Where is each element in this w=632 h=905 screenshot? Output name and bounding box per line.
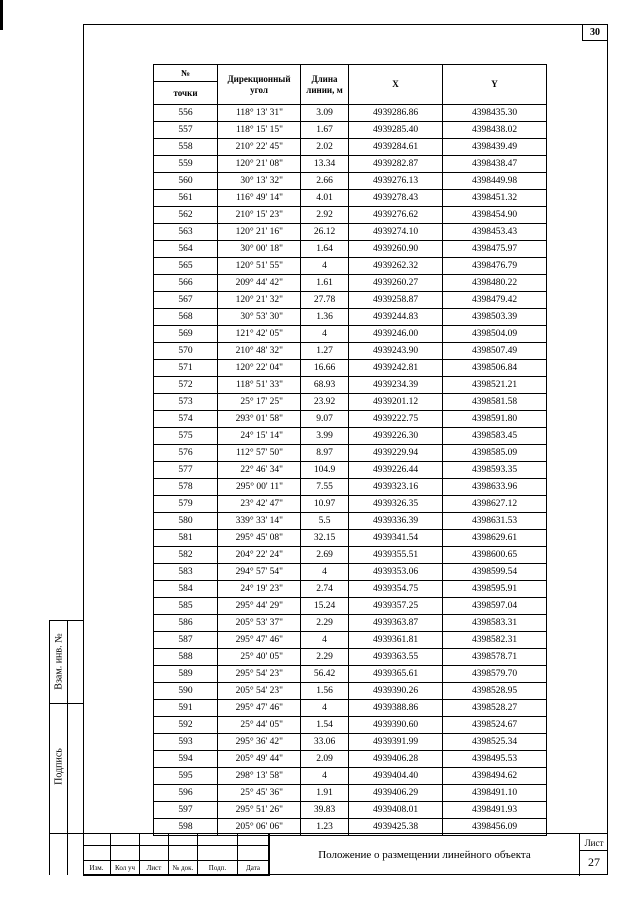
coord-x: 4939260.90 bbox=[349, 241, 443, 258]
line-length: 3.09 bbox=[301, 105, 349, 122]
point-number: 574 bbox=[154, 411, 218, 428]
point-number: 570 bbox=[154, 343, 218, 360]
line-length: 13.34 bbox=[301, 156, 349, 173]
direction-angle: 209° 44' 42" bbox=[218, 275, 301, 292]
coord-x: 4939260.27 bbox=[349, 275, 443, 292]
direction-angle: 205° 54' 23" bbox=[218, 683, 301, 700]
direction-angle: 24° 19' 23" bbox=[218, 581, 301, 598]
coord-x: 4939425.38 bbox=[349, 819, 443, 836]
direction-angle: 120° 21' 16" bbox=[218, 224, 301, 241]
line-length: 3.99 bbox=[301, 428, 349, 445]
table-row bbox=[154, 309, 547, 326]
coord-y: 4398579.70 bbox=[443, 666, 547, 683]
point-number: 579 bbox=[154, 496, 218, 513]
direction-angle: 30° 53' 30" bbox=[218, 309, 301, 326]
coord-x: 4939278.43 bbox=[349, 190, 443, 207]
coord-x: 4939363.55 bbox=[349, 649, 443, 666]
coord-y: 4398491.10 bbox=[443, 785, 547, 802]
direction-angle: 295° 51' 26" bbox=[218, 802, 301, 819]
direction-angle: 295° 54' 23" bbox=[218, 666, 301, 683]
coord-x: 4939284.61 bbox=[349, 139, 443, 156]
point-number: 589 bbox=[154, 666, 218, 683]
coord-x: 4939326.35 bbox=[349, 496, 443, 513]
coord-y: 4398578.71 bbox=[443, 649, 547, 666]
coord-x: 4939262.32 bbox=[349, 258, 443, 275]
direction-angle: 30° 13' 32" bbox=[218, 173, 301, 190]
line-length: 104.9 bbox=[301, 462, 349, 479]
table-row bbox=[154, 496, 547, 513]
line-length: 32.15 bbox=[301, 530, 349, 547]
coord-y: 4398627.12 bbox=[443, 496, 547, 513]
point-number: 596 bbox=[154, 785, 218, 802]
point-number: 581 bbox=[154, 530, 218, 547]
coord-x: 4939222.75 bbox=[349, 411, 443, 428]
direction-angle: 210° 48' 32" bbox=[218, 343, 301, 360]
direction-angle: 295° 45' 08" bbox=[218, 530, 301, 547]
table-row bbox=[154, 751, 547, 768]
coord-x: 4939286.86 bbox=[349, 105, 443, 122]
direction-angle: 23° 42' 47" bbox=[218, 496, 301, 513]
direction-angle: 205° 06' 06" bbox=[218, 819, 301, 836]
coord-x: 4939229.94 bbox=[349, 445, 443, 462]
line-length: 68.93 bbox=[301, 377, 349, 394]
coord-y: 4398495.53 bbox=[443, 751, 547, 768]
coord-x: 4939341.54 bbox=[349, 530, 443, 547]
table-row bbox=[154, 734, 547, 751]
point-number: 561 bbox=[154, 190, 218, 207]
table-row bbox=[154, 105, 547, 122]
coord-y: 4398454.90 bbox=[443, 207, 547, 224]
coord-x: 4939234.39 bbox=[349, 377, 443, 394]
binding-mark bbox=[0, 0, 3, 30]
coord-y: 4398451.32 bbox=[443, 190, 547, 207]
coord-y: 4398629.61 bbox=[443, 530, 547, 547]
coord-y: 4398494.62 bbox=[443, 768, 547, 785]
label-podp: Подп. bbox=[198, 861, 238, 876]
direction-angle: 25° 44' 05" bbox=[218, 717, 301, 734]
table-row bbox=[154, 258, 547, 275]
vzam-inv-label: Взам. инв. № bbox=[53, 633, 65, 690]
table-row bbox=[154, 139, 547, 156]
point-number: 575 bbox=[154, 428, 218, 445]
coord-y: 4398583.45 bbox=[443, 428, 547, 445]
coord-x: 4939357.25 bbox=[349, 598, 443, 615]
table-row bbox=[154, 462, 547, 479]
coord-x: 4939406.28 bbox=[349, 751, 443, 768]
direction-angle: 295° 44' 29" bbox=[218, 598, 301, 615]
direction-angle: 25° 45' 36" bbox=[218, 785, 301, 802]
table-body bbox=[154, 105, 547, 836]
document-title: Положение о размещении линейного объекта bbox=[269, 834, 579, 876]
line-length: 7.55 bbox=[301, 479, 349, 496]
header-length: Длина линии, м bbox=[301, 65, 349, 105]
direction-angle: 120° 51' 55" bbox=[218, 258, 301, 275]
coord-x: 4939406.29 bbox=[349, 785, 443, 802]
direction-angle: 30° 00' 18" bbox=[218, 241, 301, 258]
table-row bbox=[154, 666, 547, 683]
point-number: 571 bbox=[154, 360, 218, 377]
line-length: 1.91 bbox=[301, 785, 349, 802]
line-length: 1.36 bbox=[301, 309, 349, 326]
coord-y: 4398438.47 bbox=[443, 156, 547, 173]
point-number: 587 bbox=[154, 632, 218, 649]
coord-y: 4398593.35 bbox=[443, 462, 547, 479]
coord-y: 4398480.22 bbox=[443, 275, 547, 292]
line-length: 15.24 bbox=[301, 598, 349, 615]
coord-y: 4398595.91 bbox=[443, 581, 547, 598]
label-no-dok: № док. bbox=[169, 861, 198, 876]
direction-angle: 25° 40' 05" bbox=[218, 649, 301, 666]
label-data: Дата bbox=[238, 861, 269, 876]
direction-angle: 121° 42' 05" bbox=[218, 326, 301, 343]
line-length: 1.67 bbox=[301, 122, 349, 139]
point-number: 572 bbox=[154, 377, 218, 394]
coord-y: 4398507.49 bbox=[443, 343, 547, 360]
table-row bbox=[154, 649, 547, 666]
point-number: 582 bbox=[154, 547, 218, 564]
coord-y: 4398506.84 bbox=[443, 360, 547, 377]
approval-sidebar bbox=[49, 620, 83, 875]
table-row bbox=[154, 173, 547, 190]
direction-angle: 204° 22' 24" bbox=[218, 547, 301, 564]
line-length: 16.66 bbox=[301, 360, 349, 377]
line-length: 1.54 bbox=[301, 717, 349, 734]
coord-x: 4939285.40 bbox=[349, 122, 443, 139]
point-number: 568 bbox=[154, 309, 218, 326]
coord-y: 4398525.34 bbox=[443, 734, 547, 751]
line-length: 1.27 bbox=[301, 343, 349, 360]
sheet-box bbox=[579, 834, 608, 876]
line-length: 27.78 bbox=[301, 292, 349, 309]
point-number: 563 bbox=[154, 224, 218, 241]
sheet-number: 27 bbox=[588, 855, 600, 869]
coordinates-table bbox=[153, 64, 547, 836]
line-length: 1.56 bbox=[301, 683, 349, 700]
point-number: 569 bbox=[154, 326, 218, 343]
table-row bbox=[154, 207, 547, 224]
coord-x: 4939361.81 bbox=[349, 632, 443, 649]
direction-angle: 120° 21' 32" bbox=[218, 292, 301, 309]
coord-x: 4939390.60 bbox=[349, 717, 443, 734]
line-length: 39.83 bbox=[301, 802, 349, 819]
coord-x: 4939244.83 bbox=[349, 309, 443, 326]
header-x: X bbox=[349, 65, 443, 105]
line-length: 23.92 bbox=[301, 394, 349, 411]
coord-x: 4939246.00 bbox=[349, 326, 443, 343]
coord-y: 4398491.93 bbox=[443, 802, 547, 819]
point-number: 577 bbox=[154, 462, 218, 479]
table-row bbox=[154, 360, 547, 377]
table-row bbox=[154, 785, 547, 802]
label-list: Лист bbox=[140, 861, 169, 876]
coord-y: 4398600.65 bbox=[443, 547, 547, 564]
table-row bbox=[154, 292, 547, 309]
line-length: 2.02 bbox=[301, 139, 349, 156]
coord-y: 4398503.39 bbox=[443, 309, 547, 326]
point-number: 567 bbox=[154, 292, 218, 309]
line-length: 26.12 bbox=[301, 224, 349, 241]
coord-x: 4939258.87 bbox=[349, 292, 443, 309]
coord-x: 4939354.75 bbox=[349, 581, 443, 598]
sidebar-divider bbox=[50, 833, 84, 834]
point-number: 586 bbox=[154, 615, 218, 632]
coord-y: 4398581.58 bbox=[443, 394, 547, 411]
label-izm: Изм. bbox=[83, 861, 111, 876]
line-length: 2.09 bbox=[301, 751, 349, 768]
coord-x: 4939282.87 bbox=[349, 156, 443, 173]
table-row bbox=[154, 581, 547, 598]
coord-x: 4939242.81 bbox=[349, 360, 443, 377]
coord-y: 4398599.54 bbox=[443, 564, 547, 581]
table-row bbox=[154, 326, 547, 343]
direction-angle: 298° 13' 58" bbox=[218, 768, 301, 785]
point-number: 560 bbox=[154, 173, 218, 190]
direction-angle: 295° 00' 11" bbox=[218, 479, 301, 496]
point-number: 573 bbox=[154, 394, 218, 411]
coord-y: 4398585.09 bbox=[443, 445, 547, 462]
coord-x: 4939243.90 bbox=[349, 343, 443, 360]
line-length: 4 bbox=[301, 326, 349, 343]
point-number: 557 bbox=[154, 122, 218, 139]
table-row bbox=[154, 564, 547, 581]
line-length: 1.61 bbox=[301, 275, 349, 292]
coord-x: 4939363.87 bbox=[349, 615, 443, 632]
coord-x: 4939355.51 bbox=[349, 547, 443, 564]
coord-y: 4398528.27 bbox=[443, 700, 547, 717]
line-length: 2.92 bbox=[301, 207, 349, 224]
point-number: 576 bbox=[154, 445, 218, 462]
coord-y: 4398453.43 bbox=[443, 224, 547, 241]
line-length: 56.42 bbox=[301, 666, 349, 683]
direction-angle: 205° 53' 37" bbox=[218, 615, 301, 632]
line-length: 9.07 bbox=[301, 411, 349, 428]
table-row bbox=[154, 700, 547, 717]
coord-y: 4398456.09 bbox=[443, 819, 547, 836]
table-row bbox=[154, 224, 547, 241]
direction-angle: 295° 36' 42" bbox=[218, 734, 301, 751]
coord-y: 4398583.31 bbox=[443, 615, 547, 632]
coord-x: 4939201.12 bbox=[349, 394, 443, 411]
table-row bbox=[154, 513, 547, 530]
coord-x: 4939336.39 bbox=[349, 513, 443, 530]
table-row bbox=[154, 683, 547, 700]
coord-y: 4398449.98 bbox=[443, 173, 547, 190]
table-row bbox=[154, 343, 547, 360]
coord-y: 4398521.21 bbox=[443, 377, 547, 394]
direction-angle: 210° 15' 23" bbox=[218, 207, 301, 224]
coord-y: 4398475.97 bbox=[443, 241, 547, 258]
line-length: 4 bbox=[301, 564, 349, 581]
table-row bbox=[154, 802, 547, 819]
coord-x: 4939226.44 bbox=[349, 462, 443, 479]
coord-y: 4398582.31 bbox=[443, 632, 547, 649]
direction-angle: 118° 15' 15" bbox=[218, 122, 301, 139]
point-number: 593 bbox=[154, 734, 218, 751]
coord-x: 4939353.06 bbox=[349, 564, 443, 581]
point-number: 578 bbox=[154, 479, 218, 496]
line-length: 4 bbox=[301, 768, 349, 785]
sheet-label: Лист bbox=[580, 836, 608, 851]
coord-y: 4398435.30 bbox=[443, 105, 547, 122]
point-number: 595 bbox=[154, 768, 218, 785]
point-number: 592 bbox=[154, 717, 218, 734]
label-kol-uch: Кол уч bbox=[111, 861, 140, 876]
page-number: 30 bbox=[582, 24, 608, 41]
direction-angle: 112° 57' 50" bbox=[218, 445, 301, 462]
point-number: 558 bbox=[154, 139, 218, 156]
coord-y: 4398591.80 bbox=[443, 411, 547, 428]
line-length: 33.06 bbox=[301, 734, 349, 751]
point-number: 556 bbox=[154, 105, 218, 122]
coord-y: 4398479.42 bbox=[443, 292, 547, 309]
direction-angle: 22° 46' 34" bbox=[218, 462, 301, 479]
table-row bbox=[154, 768, 547, 785]
table-row bbox=[154, 632, 547, 649]
coord-x: 4939276.62 bbox=[349, 207, 443, 224]
table-row bbox=[154, 428, 547, 445]
coord-y: 4398524.67 bbox=[443, 717, 547, 734]
direction-angle: 293° 01' 58" bbox=[218, 411, 301, 428]
coord-y: 4398504.09 bbox=[443, 326, 547, 343]
line-length: 4.01 bbox=[301, 190, 349, 207]
direction-angle: 25° 17' 25" bbox=[218, 394, 301, 411]
table-row bbox=[154, 479, 547, 496]
point-number: 594 bbox=[154, 751, 218, 768]
direction-angle: 24° 15' 14" bbox=[218, 428, 301, 445]
line-length: 8.97 bbox=[301, 445, 349, 462]
direction-angle: 120° 21' 08" bbox=[218, 156, 301, 173]
table-row bbox=[154, 190, 547, 207]
table-row bbox=[154, 411, 547, 428]
coord-y: 4398633.96 bbox=[443, 479, 547, 496]
direction-angle: 116° 49' 14" bbox=[218, 190, 301, 207]
table-row bbox=[154, 156, 547, 173]
header-y: Y bbox=[443, 65, 547, 105]
coord-x: 4939388.86 bbox=[349, 700, 443, 717]
point-number: 565 bbox=[154, 258, 218, 275]
direction-angle: 118° 13' 31" bbox=[218, 105, 301, 122]
coord-x: 4939365.61 bbox=[349, 666, 443, 683]
line-length: 4 bbox=[301, 258, 349, 275]
header-no-bottom: точки bbox=[154, 82, 218, 105]
line-length: 2.74 bbox=[301, 581, 349, 598]
point-number: 585 bbox=[154, 598, 218, 615]
coord-x: 4939274.10 bbox=[349, 224, 443, 241]
coord-y: 4398476.79 bbox=[443, 258, 547, 275]
point-number: 598 bbox=[154, 819, 218, 836]
table-row bbox=[154, 598, 547, 615]
direction-angle: 120° 22' 04" bbox=[218, 360, 301, 377]
table-row bbox=[154, 445, 547, 462]
line-length: 2.66 bbox=[301, 173, 349, 190]
coord-x: 4939408.01 bbox=[349, 802, 443, 819]
coord-y: 4398439.49 bbox=[443, 139, 547, 156]
point-number: 562 bbox=[154, 207, 218, 224]
table-row bbox=[154, 615, 547, 632]
coord-y: 4398597.04 bbox=[443, 598, 547, 615]
table-row bbox=[154, 122, 547, 139]
coord-x: 4939226.30 bbox=[349, 428, 443, 445]
point-number: 566 bbox=[154, 275, 218, 292]
podpis-label: Подпись bbox=[53, 748, 65, 785]
point-number: 583 bbox=[154, 564, 218, 581]
line-length: 10.97 bbox=[301, 496, 349, 513]
coord-y: 4398438.02 bbox=[443, 122, 547, 139]
direction-angle: 295° 47' 46" bbox=[218, 632, 301, 649]
header-angle: Дирекционный угол bbox=[218, 65, 301, 105]
direction-angle: 118° 51' 33" bbox=[218, 377, 301, 394]
point-number: 564 bbox=[154, 241, 218, 258]
coord-x: 4939390.26 bbox=[349, 683, 443, 700]
table-row bbox=[154, 275, 547, 292]
direction-angle: 295° 47' 46" bbox=[218, 700, 301, 717]
line-length: 5.5 bbox=[301, 513, 349, 530]
line-length: 2.69 bbox=[301, 547, 349, 564]
coord-x: 4939404.40 bbox=[349, 768, 443, 785]
coord-x: 4939391.99 bbox=[349, 734, 443, 751]
table-row bbox=[154, 530, 547, 547]
title-block bbox=[83, 833, 608, 875]
table-row bbox=[154, 377, 547, 394]
line-length: 2.29 bbox=[301, 649, 349, 666]
coord-x: 4939276.13 bbox=[349, 173, 443, 190]
direction-angle: 210° 22' 45" bbox=[218, 139, 301, 156]
coord-y: 4398528.95 bbox=[443, 683, 547, 700]
table-row bbox=[154, 717, 547, 734]
line-length: 1.23 bbox=[301, 819, 349, 836]
point-number: 588 bbox=[154, 649, 218, 666]
line-length: 4 bbox=[301, 632, 349, 649]
point-number: 584 bbox=[154, 581, 218, 598]
point-number: 590 bbox=[154, 683, 218, 700]
line-length: 4 bbox=[301, 700, 349, 717]
line-length: 1.64 bbox=[301, 241, 349, 258]
direction-angle: 294° 57' 54" bbox=[218, 564, 301, 581]
coord-x: 4939323.16 bbox=[349, 479, 443, 496]
direction-angle: 339° 33' 14" bbox=[218, 513, 301, 530]
direction-angle: 205° 49' 44" bbox=[218, 751, 301, 768]
header-no-top: № bbox=[154, 65, 218, 82]
table-row bbox=[154, 394, 547, 411]
sidebar-divider bbox=[50, 703, 84, 704]
point-number: 591 bbox=[154, 700, 218, 717]
table-row bbox=[154, 241, 547, 258]
coord-y: 4398631.53 bbox=[443, 513, 547, 530]
line-length: 2.29 bbox=[301, 615, 349, 632]
table-row bbox=[154, 547, 547, 564]
point-number: 597 bbox=[154, 802, 218, 819]
point-number: 559 bbox=[154, 156, 218, 173]
point-number: 580 bbox=[154, 513, 218, 530]
